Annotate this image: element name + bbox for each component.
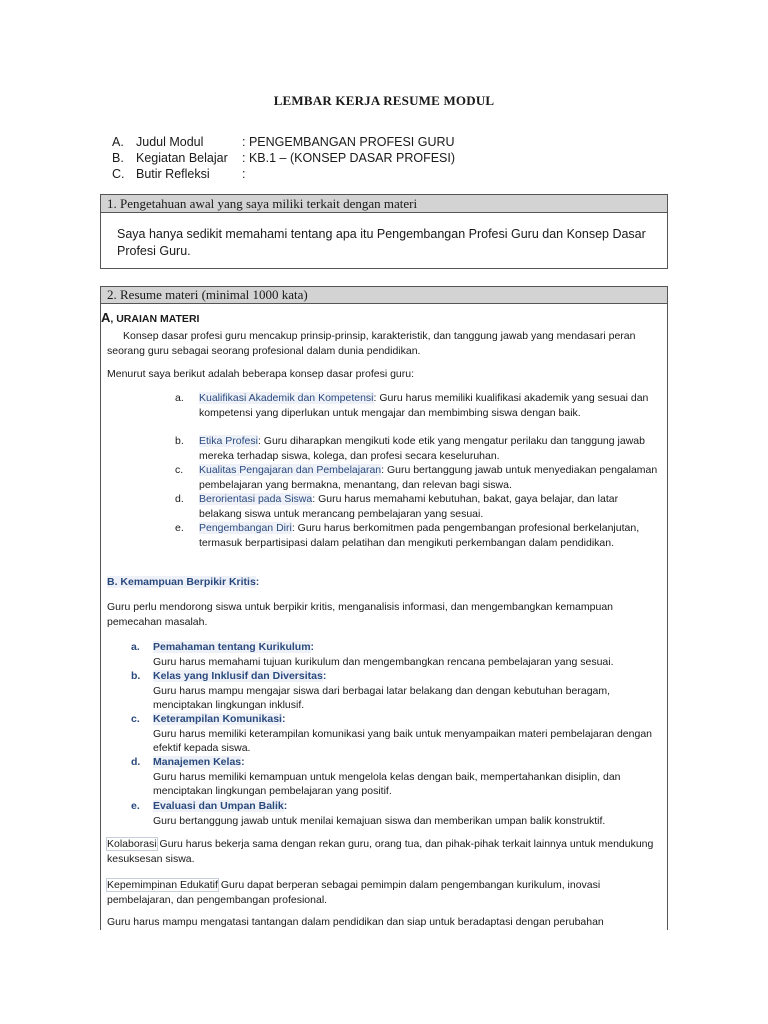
list-letter: d. (131, 756, 141, 768)
list-text: Guru harus memiliki keterampilan komunikasi yang baik untuk menyampaikan materi pembelajaran dengan efektif kepada siswa. (153, 727, 653, 754)
list-text: Guru bertanggung jawab untuk menilai kemajuan siswa dan memberikan umpan balik konstruktif. (153, 814, 606, 827)
list-item (175, 492, 663, 521)
section-1-text: Saya hanya sedikit memahami tentang apa itu Pengembangan Profesi Guru dan Konsep Dasar Profesi Guru. (117, 227, 646, 258)
meta-row-judul (112, 134, 455, 150)
list-term: Berorientasi pada Siswa (199, 493, 313, 505)
section-2-box (100, 286, 668, 930)
list-term: Evaluasi dan Umpan Balik (153, 800, 284, 812)
list-text: : Guru harus berkomitmen pada pengembangan profesional berkelanjutan, termasuk berpartisipasi dalam pelatihan dan mengikuti perkembangan dalam pendidikan. (199, 522, 640, 549)
list-item (175, 521, 663, 564)
uraian-materi-heading (101, 311, 199, 327)
kepemimpinan-term: Kepemimpinan Edukatif (107, 879, 218, 891)
list-text: : Guru diharapkan mengikuti kode etik yang mengatur perilaku dan tanggung jawab mereka terhadap siswa, kolega, dan profesi secara keseluruhan. (199, 435, 645, 462)
list-term: Kualitas Pengajaran dan Pembelajaran (199, 464, 382, 476)
list-item (131, 712, 659, 755)
list-text: : Guru bertanggung jawab untuk menyediakan pengalaman pembelajaran yang bermakna, menantang, dan relevan bagi siswa. (199, 464, 658, 491)
list-letter: e. (131, 800, 140, 812)
meta-letter: C. (112, 167, 125, 181)
meta-value: : PENGEMBANGAN PROFESI GURU (242, 135, 455, 149)
kolaborasi-text: Guru harus bekerja sama dengan rekan guru, orang tua, dan pihak-pihak terkait lainnya untuk mendukung kesuksesan siswa. (107, 838, 654, 865)
list-item (175, 463, 663, 492)
list-letter: a. (175, 392, 184, 404)
kolaborasi-term: Kolaborasi (107, 838, 157, 850)
intro-paragraph: Konsep dasar profesi guru mencakup prinsip-prinsip, karakteristik, dan tanggung jawab yang mendasari peran seorang guru sebagai seorang profesional dalam dunia pendidikan. (107, 330, 636, 357)
list-term: Etika Profesi (199, 435, 258, 447)
kemampuan-heading (107, 575, 259, 590)
meta-row-kegiatan (112, 150, 455, 166)
meta-label: Kegiatan Belajar (136, 151, 228, 165)
list-letter: e. (175, 522, 184, 534)
list-letter: b. (175, 435, 184, 447)
kepemimpinan-paragraph (107, 878, 659, 907)
list-item (175, 434, 663, 463)
list-text: Guru harus mampu mengajar siswa dari berbagai latar belakang dan dengan kebutuhan beragam, menciptakan lingkungan inklusif. (153, 684, 611, 711)
list-term: Kelas yang Inklusif dan Diversitas (153, 670, 323, 682)
list-colon: : (283, 800, 288, 812)
page-title: LEMBAR KERJA RESUME MODUL (273, 93, 495, 108)
kepemimpinan-text: Guru dapat berperan sebagai pemimpin dalam pengembangan kurikulum, inovasi pembelajaran, dan pengembangan profesional. (107, 879, 601, 906)
section-1-box (100, 194, 668, 269)
list-letter: c. (131, 713, 140, 725)
list-item (131, 640, 659, 669)
meta-row-butir (112, 166, 455, 182)
meta-value: : (242, 167, 246, 181)
list-text: Guru harus memahami tujuan kurikulum dan mengembangkan rencana pembelajaran yang sesuai. (153, 655, 614, 668)
heading-rest: , URAIAN MATERI (110, 313, 200, 325)
last-paragraph: Guru harus mampu mengatasi tantangan dalam pendidikan dan siap untuk beradaptasi dengan perubahan (107, 916, 604, 928)
list-colon: : (322, 670, 327, 682)
kolaborasi-paragraph (107, 837, 659, 866)
meta-letter: B. (112, 151, 124, 165)
list-item (131, 755, 659, 799)
list-colon: : (310, 641, 315, 653)
section-2-heading: 2. Resume materi (minimal 1000 kata) (101, 287, 667, 304)
list-term: Manajemen Kelas (153, 756, 242, 768)
list-text: : Guru harus memiliki kualifikasi akademik yang sesuai dan kompetensi yang diperlukan untuk mengajar dan membimbing siswa dengan baik. (199, 392, 649, 419)
list-letter: a. (131, 641, 140, 653)
list-letter: c. (175, 464, 184, 476)
kemampuan-heading-text: B. Kemampuan Berpikir Kritis (107, 576, 256, 588)
meta-label: Butir Refleksi (136, 167, 210, 181)
list-letter: d. (175, 493, 184, 505)
list-term: Pengembangan Diri (199, 522, 292, 534)
list-term: Keterampilan Komunikasi (153, 713, 282, 725)
list-term: Kualifikasi Akademik dan Kompetensi (199, 392, 374, 404)
list-letter: b. (131, 670, 141, 682)
list-text: : Guru harus memahami kebutuhan, bakat, gaya belajar, dan latar belakang siswa untuk merancang pembelajaran yang sesuai. (199, 493, 619, 520)
list-colon: : (241, 756, 245, 768)
meta-label: Judul Modul (136, 135, 204, 149)
list-item (131, 799, 659, 828)
heading-letter: A (101, 310, 111, 325)
lead-paragraph: Menurut saya berikut adalah beberapa konsep dasar profesi guru: (107, 368, 415, 380)
meta-value: : KB.1 – (KONSEP DASAR PROFESI) (242, 151, 456, 165)
section-1-heading: 1. Pengetahuan awal yang saya miliki terkait dengan materi (101, 195, 667, 213)
module-info (112, 134, 455, 182)
kemampuan-intro: Guru perlu mendorong siswa untuk berpikir kritis, menganalisis informasi, dan mengembangkan kemampuan pemecahan masalah. (107, 601, 613, 628)
list-item (175, 391, 663, 434)
meta-letter: A. (112, 135, 124, 149)
skills-list (131, 640, 659, 828)
kemampuan-heading-colon: : (255, 576, 260, 588)
list-colon: : (281, 713, 286, 725)
list-term: Pemahaman tentang Kurikulum (153, 641, 311, 653)
list-item (131, 669, 659, 712)
list-text: Guru harus memiliki kemampuan untuk mengelola kelas dengan baik, mempertahankan disiplin, dan menciptakan lingkungan pembelajaran yang positif. (153, 770, 621, 797)
concept-list (175, 391, 663, 564)
